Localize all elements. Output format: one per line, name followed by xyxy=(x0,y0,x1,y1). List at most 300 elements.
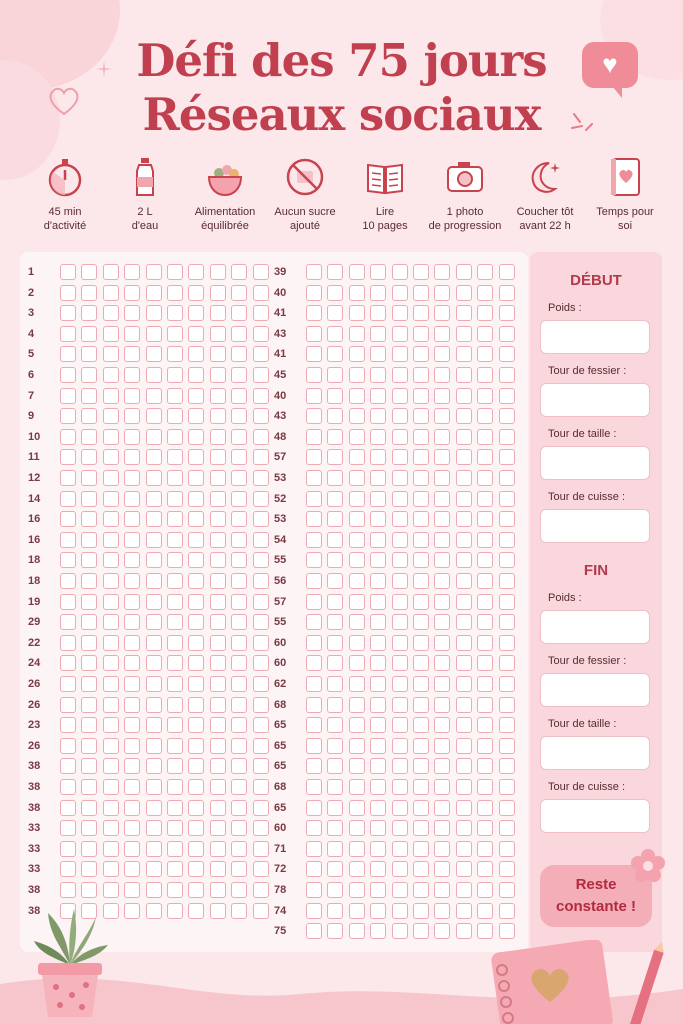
habit-checkbox[interactable] xyxy=(434,923,450,939)
habit-checkbox[interactable] xyxy=(188,264,204,280)
habit-checkbox[interactable] xyxy=(60,408,76,424)
habit-checkbox[interactable] xyxy=(188,573,204,589)
habit-checkbox[interactable] xyxy=(253,882,269,898)
habit-checkbox[interactable] xyxy=(231,717,247,733)
habit-checkbox[interactable] xyxy=(327,779,343,795)
habit-checkbox[interactable] xyxy=(306,408,322,424)
habit-checkbox[interactable] xyxy=(370,552,386,568)
habit-checkbox[interactable] xyxy=(349,511,365,527)
habit-checkbox[interactable] xyxy=(81,408,97,424)
habit-checkbox[interactable] xyxy=(103,264,119,280)
habit-checkbox[interactable] xyxy=(327,408,343,424)
habit-checkbox[interactable] xyxy=(392,614,408,630)
habit-checkbox[interactable] xyxy=(146,326,162,342)
habit-checkbox[interactable] xyxy=(370,449,386,465)
habit-checkbox[interactable] xyxy=(231,552,247,568)
habit-checkbox[interactable] xyxy=(477,511,493,527)
habit-checkbox[interactable] xyxy=(370,635,386,651)
start-field-input[interactable] xyxy=(540,320,650,354)
habit-checkbox[interactable] xyxy=(146,305,162,321)
habit-checkbox[interactable] xyxy=(456,800,472,816)
habit-checkbox[interactable] xyxy=(81,738,97,754)
habit-checkbox[interactable] xyxy=(253,388,269,404)
habit-checkbox[interactable] xyxy=(392,882,408,898)
habit-checkbox[interactable] xyxy=(231,408,247,424)
habit-checkbox[interactable] xyxy=(349,800,365,816)
habit-checkbox[interactable] xyxy=(167,491,183,507)
habit-checkbox[interactable] xyxy=(306,367,322,383)
habit-checkbox[interactable] xyxy=(434,264,450,280)
habit-checkbox[interactable] xyxy=(392,923,408,939)
habit-checkbox[interactable] xyxy=(231,903,247,919)
habit-checkbox[interactable] xyxy=(456,697,472,713)
habit-checkbox[interactable] xyxy=(231,305,247,321)
habit-checkbox[interactable] xyxy=(370,779,386,795)
habit-checkbox[interactable] xyxy=(392,676,408,692)
habit-checkbox[interactable] xyxy=(81,532,97,548)
habit-checkbox[interactable] xyxy=(210,285,226,301)
habit-checkbox[interactable] xyxy=(306,779,322,795)
habit-checkbox[interactable] xyxy=(210,491,226,507)
habit-checkbox[interactable] xyxy=(477,594,493,610)
habit-checkbox[interactable] xyxy=(306,326,322,342)
habit-checkbox[interactable] xyxy=(210,532,226,548)
habit-checkbox[interactable] xyxy=(81,758,97,774)
habit-checkbox[interactable] xyxy=(188,903,204,919)
habit-checkbox[interactable] xyxy=(124,326,140,342)
habit-checkbox[interactable] xyxy=(146,635,162,651)
habit-checkbox[interactable] xyxy=(124,800,140,816)
habit-checkbox[interactable] xyxy=(306,388,322,404)
habit-checkbox[interactable] xyxy=(188,655,204,671)
habit-checkbox[interactable] xyxy=(188,388,204,404)
habit-checkbox[interactable] xyxy=(231,264,247,280)
habit-checkbox[interactable] xyxy=(477,614,493,630)
habit-checkbox[interactable] xyxy=(60,882,76,898)
habit-checkbox[interactable] xyxy=(60,552,76,568)
habit-checkbox[interactable] xyxy=(306,800,322,816)
habit-checkbox[interactable] xyxy=(253,429,269,445)
habit-checkbox[interactable] xyxy=(349,264,365,280)
habit-checkbox[interactable] xyxy=(167,676,183,692)
habit-checkbox[interactable] xyxy=(392,470,408,486)
habit-checkbox[interactable] xyxy=(392,552,408,568)
habit-checkbox[interactable] xyxy=(167,882,183,898)
habit-checkbox[interactable] xyxy=(60,285,76,301)
habit-checkbox[interactable] xyxy=(370,676,386,692)
habit-checkbox[interactable] xyxy=(349,697,365,713)
habit-checkbox[interactable] xyxy=(370,923,386,939)
habit-checkbox[interactable] xyxy=(456,470,472,486)
habit-checkbox[interactable] xyxy=(146,758,162,774)
habit-checkbox[interactable] xyxy=(392,717,408,733)
habit-checkbox[interactable] xyxy=(327,655,343,671)
habit-checkbox[interactable] xyxy=(146,697,162,713)
habit-checkbox[interactable] xyxy=(60,573,76,589)
habit-checkbox[interactable] xyxy=(456,676,472,692)
habit-checkbox[interactable] xyxy=(456,738,472,754)
habit-checkbox[interactable] xyxy=(124,882,140,898)
habit-checkbox[interactable] xyxy=(210,738,226,754)
habit-checkbox[interactable] xyxy=(210,573,226,589)
habit-checkbox[interactable] xyxy=(167,573,183,589)
habit-checkbox[interactable] xyxy=(370,326,386,342)
habit-checkbox[interactable] xyxy=(370,285,386,301)
habit-checkbox[interactable] xyxy=(124,429,140,445)
habit-checkbox[interactable] xyxy=(499,614,515,630)
habit-checkbox[interactable] xyxy=(103,552,119,568)
habit-checkbox[interactable] xyxy=(60,758,76,774)
habit-checkbox[interactable] xyxy=(210,779,226,795)
habit-checkbox[interactable] xyxy=(327,676,343,692)
habit-checkbox[interactable] xyxy=(60,635,76,651)
habit-checkbox[interactable] xyxy=(499,491,515,507)
habit-checkbox[interactable] xyxy=(327,903,343,919)
habit-checkbox[interactable] xyxy=(188,697,204,713)
habit-checkbox[interactable] xyxy=(124,841,140,857)
habit-checkbox[interactable] xyxy=(477,655,493,671)
habit-checkbox[interactable] xyxy=(231,635,247,651)
habit-checkbox[interactable] xyxy=(253,573,269,589)
habit-checkbox[interactable] xyxy=(370,697,386,713)
habit-checkbox[interactable] xyxy=(103,614,119,630)
habit-checkbox[interactable] xyxy=(370,388,386,404)
habit-checkbox[interactable] xyxy=(434,429,450,445)
habit-checkbox[interactable] xyxy=(370,367,386,383)
habit-checkbox[interactable] xyxy=(188,532,204,548)
habit-checkbox[interactable] xyxy=(124,820,140,836)
habit-checkbox[interactable] xyxy=(124,655,140,671)
habit-checkbox[interactable] xyxy=(413,408,429,424)
habit-checkbox[interactable] xyxy=(477,470,493,486)
habit-checkbox[interactable] xyxy=(81,614,97,630)
habit-checkbox[interactable] xyxy=(253,594,269,610)
habit-checkbox[interactable] xyxy=(434,470,450,486)
habit-checkbox[interactable] xyxy=(167,285,183,301)
habit-checkbox[interactable] xyxy=(124,367,140,383)
habit-checkbox[interactable] xyxy=(327,758,343,774)
habit-checkbox[interactable] xyxy=(349,820,365,836)
habit-checkbox[interactable] xyxy=(413,532,429,548)
habit-checkbox[interactable] xyxy=(499,367,515,383)
habit-checkbox[interactable] xyxy=(392,655,408,671)
habit-checkbox[interactable] xyxy=(146,367,162,383)
habit-checkbox[interactable] xyxy=(60,697,76,713)
habit-checkbox[interactable] xyxy=(210,882,226,898)
habit-checkbox[interactable] xyxy=(477,779,493,795)
habit-checkbox[interactable] xyxy=(146,491,162,507)
habit-checkbox[interactable] xyxy=(392,758,408,774)
habit-checkbox[interactable] xyxy=(253,738,269,754)
habit-checkbox[interactable] xyxy=(306,717,322,733)
habit-checkbox[interactable] xyxy=(370,594,386,610)
habit-checkbox[interactable] xyxy=(124,552,140,568)
habit-checkbox[interactable] xyxy=(81,305,97,321)
habit-checkbox[interactable] xyxy=(60,449,76,465)
habit-checkbox[interactable] xyxy=(327,882,343,898)
habit-checkbox[interactable] xyxy=(306,285,322,301)
habit-checkbox[interactable] xyxy=(210,429,226,445)
habit-checkbox[interactable] xyxy=(327,449,343,465)
habit-checkbox[interactable] xyxy=(392,326,408,342)
habit-checkbox[interactable] xyxy=(167,470,183,486)
habit-checkbox[interactable] xyxy=(477,491,493,507)
habit-checkbox[interactable] xyxy=(477,552,493,568)
habit-checkbox[interactable] xyxy=(124,388,140,404)
habit-checkbox[interactable] xyxy=(434,635,450,651)
habit-checkbox[interactable] xyxy=(413,923,429,939)
habit-checkbox[interactable] xyxy=(413,614,429,630)
habit-checkbox[interactable] xyxy=(413,326,429,342)
habit-checkbox[interactable] xyxy=(124,264,140,280)
habit-checkbox[interactable] xyxy=(499,470,515,486)
habit-checkbox[interactable] xyxy=(231,676,247,692)
habit-checkbox[interactable] xyxy=(349,861,365,877)
habit-checkbox[interactable] xyxy=(167,861,183,877)
habit-checkbox[interactable] xyxy=(188,820,204,836)
habit-checkbox[interactable] xyxy=(124,573,140,589)
habit-checkbox[interactable] xyxy=(210,635,226,651)
habit-checkbox[interactable] xyxy=(146,614,162,630)
habit-checkbox[interactable] xyxy=(188,285,204,301)
habit-checkbox[interactable] xyxy=(146,841,162,857)
habit-checkbox[interactable] xyxy=(81,841,97,857)
habit-checkbox[interactable] xyxy=(188,552,204,568)
habit-checkbox[interactable] xyxy=(392,820,408,836)
habit-checkbox[interactable] xyxy=(167,903,183,919)
habit-checkbox[interactable] xyxy=(477,903,493,919)
habit-checkbox[interactable] xyxy=(81,820,97,836)
habit-checkbox[interactable] xyxy=(477,408,493,424)
habit-checkbox[interactable] xyxy=(167,717,183,733)
habit-checkbox[interactable] xyxy=(60,717,76,733)
habit-checkbox[interactable] xyxy=(103,676,119,692)
habit-checkbox[interactable] xyxy=(413,573,429,589)
habit-checkbox[interactable] xyxy=(188,635,204,651)
habit-checkbox[interactable] xyxy=(253,697,269,713)
habit-checkbox[interactable] xyxy=(231,697,247,713)
habit-checkbox[interactable] xyxy=(188,594,204,610)
habit-checkbox[interactable] xyxy=(210,676,226,692)
habit-checkbox[interactable] xyxy=(231,573,247,589)
habit-checkbox[interactable] xyxy=(434,573,450,589)
habit-checkbox[interactable] xyxy=(306,923,322,939)
habit-checkbox[interactable] xyxy=(499,594,515,610)
habit-checkbox[interactable] xyxy=(413,738,429,754)
habit-checkbox[interactable] xyxy=(349,429,365,445)
habit-checkbox[interactable] xyxy=(499,841,515,857)
habit-checkbox[interactable] xyxy=(327,429,343,445)
habit-checkbox[interactable] xyxy=(60,511,76,527)
habit-checkbox[interactable] xyxy=(231,491,247,507)
habit-checkbox[interactable] xyxy=(103,470,119,486)
habit-checkbox[interactable] xyxy=(456,264,472,280)
habit-checkbox[interactable] xyxy=(146,470,162,486)
habit-checkbox[interactable] xyxy=(103,738,119,754)
habit-checkbox[interactable] xyxy=(370,429,386,445)
habit-checkbox[interactable] xyxy=(210,861,226,877)
habit-checkbox[interactable] xyxy=(103,408,119,424)
habit-checkbox[interactable] xyxy=(306,676,322,692)
start-field-input[interactable] xyxy=(540,446,650,480)
habit-checkbox[interactable] xyxy=(349,882,365,898)
habit-checkbox[interactable] xyxy=(231,532,247,548)
habit-checkbox[interactable] xyxy=(81,367,97,383)
habit-checkbox[interactable] xyxy=(370,738,386,754)
habit-checkbox[interactable] xyxy=(413,861,429,877)
habit-checkbox[interactable] xyxy=(210,800,226,816)
habit-checkbox[interactable] xyxy=(392,861,408,877)
habit-checkbox[interactable] xyxy=(60,388,76,404)
habit-checkbox[interactable] xyxy=(231,429,247,445)
habit-checkbox[interactable] xyxy=(188,429,204,445)
habit-checkbox[interactable] xyxy=(253,264,269,280)
habit-checkbox[interactable] xyxy=(349,408,365,424)
habit-checkbox[interactable] xyxy=(456,923,472,939)
habit-checkbox[interactable] xyxy=(81,388,97,404)
habit-checkbox[interactable] xyxy=(167,655,183,671)
habit-checkbox[interactable] xyxy=(349,676,365,692)
habit-checkbox[interactable] xyxy=(306,655,322,671)
habit-checkbox[interactable] xyxy=(103,800,119,816)
habit-checkbox[interactable] xyxy=(167,594,183,610)
habit-checkbox[interactable] xyxy=(456,614,472,630)
habit-checkbox[interactable] xyxy=(327,738,343,754)
habit-checkbox[interactable] xyxy=(306,305,322,321)
habit-checkbox[interactable] xyxy=(253,779,269,795)
habit-checkbox[interactable] xyxy=(210,305,226,321)
habit-checkbox[interactable] xyxy=(167,408,183,424)
habit-checkbox[interactable] xyxy=(231,614,247,630)
habit-checkbox[interactable] xyxy=(60,676,76,692)
habit-checkbox[interactable] xyxy=(370,882,386,898)
habit-checkbox[interactable] xyxy=(103,820,119,836)
end-field-input[interactable] xyxy=(540,610,650,644)
habit-checkbox[interactable] xyxy=(188,758,204,774)
habit-checkbox[interactable] xyxy=(60,655,76,671)
habit-checkbox[interactable] xyxy=(499,573,515,589)
habit-checkbox[interactable] xyxy=(499,388,515,404)
habit-checkbox[interactable] xyxy=(434,655,450,671)
habit-checkbox[interactable] xyxy=(477,758,493,774)
habit-checkbox[interactable] xyxy=(231,779,247,795)
habit-checkbox[interactable] xyxy=(146,738,162,754)
habit-checkbox[interactable] xyxy=(499,738,515,754)
habit-checkbox[interactable] xyxy=(124,491,140,507)
habit-checkbox[interactable] xyxy=(434,552,450,568)
habit-checkbox[interactable] xyxy=(188,717,204,733)
habit-checkbox[interactable] xyxy=(60,264,76,280)
habit-checkbox[interactable] xyxy=(349,532,365,548)
habit-checkbox[interactable] xyxy=(210,552,226,568)
habit-checkbox[interactable] xyxy=(477,800,493,816)
habit-checkbox[interactable] xyxy=(349,573,365,589)
habit-checkbox[interactable] xyxy=(413,903,429,919)
habit-checkbox[interactable] xyxy=(392,367,408,383)
habit-checkbox[interactable] xyxy=(499,635,515,651)
habit-checkbox[interactable] xyxy=(231,655,247,671)
habit-checkbox[interactable] xyxy=(103,779,119,795)
habit-checkbox[interactable] xyxy=(231,861,247,877)
habit-checkbox[interactable] xyxy=(477,820,493,836)
habit-checkbox[interactable] xyxy=(210,388,226,404)
habit-checkbox[interactable] xyxy=(210,758,226,774)
habit-checkbox[interactable] xyxy=(434,532,450,548)
habit-checkbox[interactable] xyxy=(210,408,226,424)
habit-checkbox[interactable] xyxy=(370,408,386,424)
habit-checkbox[interactable] xyxy=(210,326,226,342)
start-field-input[interactable] xyxy=(540,509,650,543)
habit-checkbox[interactable] xyxy=(60,738,76,754)
habit-checkbox[interactable] xyxy=(392,408,408,424)
habit-checkbox[interactable] xyxy=(231,449,247,465)
habit-checkbox[interactable] xyxy=(413,676,429,692)
habit-checkbox[interactable] xyxy=(103,758,119,774)
habit-checkbox[interactable] xyxy=(167,800,183,816)
habit-checkbox[interactable] xyxy=(349,305,365,321)
habit-checkbox[interactable] xyxy=(349,779,365,795)
habit-checkbox[interactable] xyxy=(253,820,269,836)
habit-checkbox[interactable] xyxy=(499,326,515,342)
habit-checkbox[interactable] xyxy=(146,820,162,836)
habit-checkbox[interactable] xyxy=(370,470,386,486)
habit-checkbox[interactable] xyxy=(434,903,450,919)
habit-checkbox[interactable] xyxy=(456,594,472,610)
end-field-input[interactable] xyxy=(540,736,650,770)
habit-checkbox[interactable] xyxy=(349,594,365,610)
habit-checkbox[interactable] xyxy=(253,408,269,424)
habit-checkbox[interactable] xyxy=(103,882,119,898)
habit-checkbox[interactable] xyxy=(456,552,472,568)
habit-checkbox[interactable] xyxy=(231,346,247,362)
habit-checkbox[interactable] xyxy=(103,285,119,301)
habit-checkbox[interactable] xyxy=(146,429,162,445)
habit-checkbox[interactable] xyxy=(392,449,408,465)
habit-checkbox[interactable] xyxy=(327,346,343,362)
habit-checkbox[interactable] xyxy=(349,841,365,857)
habit-checkbox[interactable] xyxy=(477,861,493,877)
habit-checkbox[interactable] xyxy=(167,635,183,651)
habit-checkbox[interactable] xyxy=(231,820,247,836)
habit-checkbox[interactable] xyxy=(188,841,204,857)
habit-checkbox[interactable] xyxy=(327,388,343,404)
habit-checkbox[interactable] xyxy=(188,305,204,321)
habit-checkbox[interactable] xyxy=(327,820,343,836)
habit-checkbox[interactable] xyxy=(60,491,76,507)
habit-checkbox[interactable] xyxy=(167,532,183,548)
habit-checkbox[interactable] xyxy=(392,285,408,301)
habit-checkbox[interactable] xyxy=(60,429,76,445)
habit-checkbox[interactable] xyxy=(327,532,343,548)
habit-checkbox[interactable] xyxy=(167,346,183,362)
habit-checkbox[interactable] xyxy=(167,779,183,795)
habit-checkbox[interactable] xyxy=(167,326,183,342)
habit-checkbox[interactable] xyxy=(392,903,408,919)
habit-checkbox[interactable] xyxy=(81,800,97,816)
habit-checkbox[interactable] xyxy=(499,429,515,445)
habit-checkbox[interactable] xyxy=(477,882,493,898)
habit-checkbox[interactable] xyxy=(60,470,76,486)
habit-checkbox[interactable] xyxy=(327,635,343,651)
habit-checkbox[interactable] xyxy=(253,491,269,507)
habit-checkbox[interactable] xyxy=(103,326,119,342)
habit-checkbox[interactable] xyxy=(413,635,429,651)
habit-checkbox[interactable] xyxy=(413,429,429,445)
habit-checkbox[interactable] xyxy=(124,738,140,754)
habit-checkbox[interactable] xyxy=(60,820,76,836)
habit-checkbox[interactable] xyxy=(327,841,343,857)
habit-checkbox[interactable] xyxy=(210,449,226,465)
